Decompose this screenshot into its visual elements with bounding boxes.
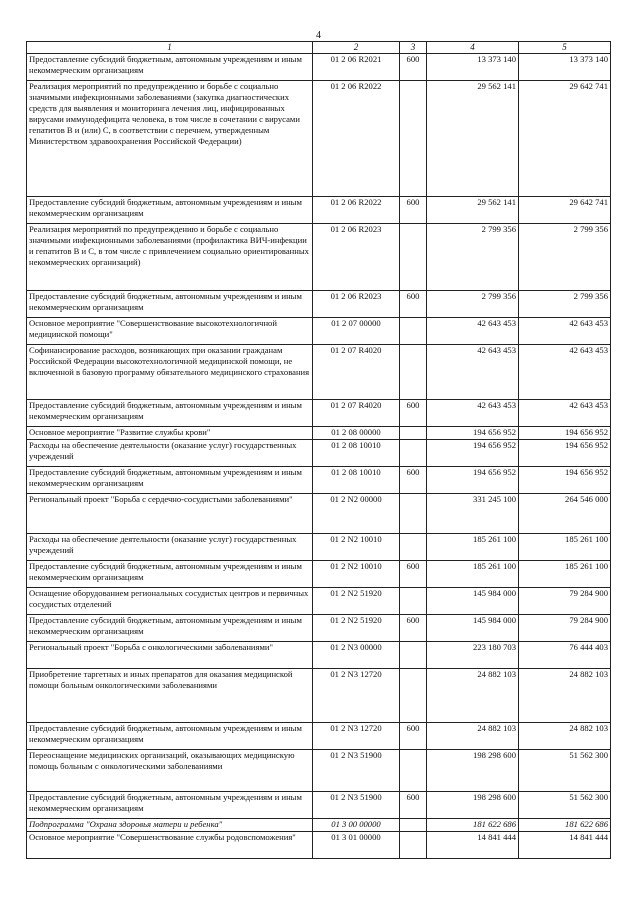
column-number-row (27, 42, 611, 54)
amount-cell-1: 2 799 356 (427, 224, 519, 291)
item-name-cell: Предоставление субсидий бюджетным, автономным учреждениям и иным некоммерческим организациям (27, 792, 313, 819)
table-row (27, 224, 611, 291)
budget-code-cell: 01 2 08 10010 (313, 467, 400, 494)
item-name-cell: Софинансирование расходов, возникающих при оказании гражданам Российской Федерации высокотехнологичной медицинской помощи, не включенной в базовую программу обязательного медицинского страхования (27, 345, 313, 400)
amount-cell-1: 194 656 952 (427, 440, 519, 467)
amount-cell-2: 14 841 444 (519, 832, 611, 859)
expense-type-cell (400, 440, 427, 467)
expense-type-cell (400, 494, 427, 534)
expense-type-cell: 600 (400, 291, 427, 318)
amount-cell-2: 181 622 686 (519, 819, 611, 832)
amount-cell-1: 185 261 100 (427, 534, 519, 561)
amount-cell-2: 185 261 100 (519, 561, 611, 588)
budget-code-cell: 01 2 N2 51920 (313, 615, 400, 642)
amount-cell-2: 194 656 952 (519, 427, 611, 440)
budget-code-cell: 01 2 06 R2023 (313, 224, 400, 291)
item-name-cell: Основное мероприятие "Развитие службы крови" (27, 427, 313, 440)
table-row (27, 792, 611, 819)
amount-cell-1: 145 984 000 (427, 615, 519, 642)
amount-cell-2: 194 656 952 (519, 467, 611, 494)
budget-code-cell: 01 2 N3 12720 (313, 723, 400, 750)
expense-type-cell (400, 819, 427, 832)
column-header: 3 (400, 42, 427, 54)
budget-code-cell: 01 2 N3 51900 (313, 792, 400, 819)
budget-code-cell: 01 2 N3 12720 (313, 669, 400, 723)
budget-code-cell: 01 3 01 00000 (313, 832, 400, 859)
amount-cell-2: 29 642 741 (519, 81, 611, 197)
table-row (27, 588, 611, 615)
amount-cell-2: 24 882 103 (519, 669, 611, 723)
item-name-cell: Реализация мероприятий по предупреждению и борьбе с социально значимыми инфекционными заболеваниями (закупка диагностических средств для выявления и мониторинга лечения лиц, инфицированных вирусами иммунодефицита человека, в том числе в сочетании с вирусами гепатитов В и (или) С, в соответствии с перечнем, утвержденным Министерством здравоохранения Российской Федерации) (27, 81, 313, 197)
table-row (27, 750, 611, 792)
table-row (27, 669, 611, 723)
table-row (27, 54, 611, 81)
budget-code-cell: 01 2 N3 00000 (313, 642, 400, 669)
item-name-cell: Региональный проект "Борьба с сердечно-сосудистыми заболеваниями" (27, 494, 313, 534)
item-name-cell: Расходы на обеспечение деятельности (оказание услуг) государственных учреждений (27, 534, 313, 561)
expense-type-cell (400, 318, 427, 345)
item-name-cell: Предоставление субсидий бюджетным, автономным учреждениям и иным некоммерческим организациям (27, 467, 313, 494)
expense-type-cell: 600 (400, 400, 427, 427)
amount-cell-1: 194 656 952 (427, 427, 519, 440)
amount-cell-1: 181 622 686 (427, 819, 519, 832)
expense-type-cell: 600 (400, 792, 427, 819)
table-row (27, 318, 611, 345)
column-header: 4 (427, 42, 519, 54)
item-name-cell: Подпрограмма "Охрана здоровья матери и ребенка" (27, 819, 313, 832)
amount-cell-2: 194 656 952 (519, 440, 611, 467)
amount-cell-1: 185 261 100 (427, 561, 519, 588)
table-row (27, 400, 611, 427)
budget-code-cell: 01 2 N2 10010 (313, 561, 400, 588)
budget-code-cell: 01 2 08 00000 (313, 427, 400, 440)
table-row (27, 494, 611, 534)
item-name-cell: Основное мероприятие "Совершенствование службы родовспоможения" (27, 832, 313, 859)
expense-type-cell (400, 81, 427, 197)
item-name-cell: Предоставление субсидий бюджетным, автономным учреждениям и иным некоммерческим организациям (27, 400, 313, 427)
amount-cell-1: 331 245 100 (427, 494, 519, 534)
amount-cell-1: 42 643 453 (427, 345, 519, 400)
expense-type-cell: 600 (400, 467, 427, 494)
table-body (27, 54, 611, 859)
amount-cell-2: 13 373 140 (519, 54, 611, 81)
table-row (27, 832, 611, 859)
budget-code-cell: 01 2 06 R2022 (313, 197, 400, 224)
budget-code-cell: 01 2 08 10010 (313, 440, 400, 467)
amount-cell-1: 42 643 453 (427, 400, 519, 427)
amount-cell-1: 145 984 000 (427, 588, 519, 615)
expense-type-cell (400, 534, 427, 561)
amount-cell-2: 51 562 300 (519, 792, 611, 819)
budget-code-cell: 01 2 N2 00000 (313, 494, 400, 534)
amount-cell-1: 42 643 453 (427, 318, 519, 345)
expense-type-cell (400, 642, 427, 669)
amount-cell-1: 13 373 140 (427, 54, 519, 81)
budget-code-cell: 01 2 07 R4020 (313, 400, 400, 427)
amount-cell-1: 24 882 103 (427, 669, 519, 723)
table-row (27, 642, 611, 669)
amount-cell-2: 264 546 000 (519, 494, 611, 534)
item-name-cell: Приобретение таргетных и иных препаратов для оказания медицинской помощи больным онкологическими заболеваниями (27, 669, 313, 723)
table-row (27, 291, 611, 318)
table-row (27, 467, 611, 494)
amount-cell-2: 42 643 453 (519, 318, 611, 345)
item-name-cell: Предоставление субсидий бюджетным, автономным учреждениям и иным некоммерческим организациям (27, 561, 313, 588)
table-row (27, 440, 611, 467)
item-name-cell: Основное мероприятие "Совершенствование высокотехнологичной медицинской помощи" (27, 318, 313, 345)
budget-code-cell: 01 2 N2 51920 (313, 588, 400, 615)
budget-code-cell: 01 2 06 R2023 (313, 291, 400, 318)
item-name-cell: Предоставление субсидий бюджетным, автономным учреждениям и иным некоммерческим организациям (27, 723, 313, 750)
item-name-cell: Предоставление субсидий бюджетным, автономным учреждениям и иным некоммерческим организациям (27, 291, 313, 318)
expense-type-cell (400, 427, 427, 440)
budget-table (26, 41, 611, 859)
budget-code-cell: 01 2 06 R2021 (313, 54, 400, 81)
amount-cell-1: 14 841 444 (427, 832, 519, 859)
item-name-cell: Переоснащение медицинских организаций, оказывающих медицинскую помощь больным с онкологическими заболеваниями (27, 750, 313, 792)
amount-cell-2: 42 643 453 (519, 400, 611, 427)
amount-cell-2: 79 284 900 (519, 615, 611, 642)
amount-cell-2: 24 882 103 (519, 723, 611, 750)
item-name-cell: Региональный проект "Борьба с онкологическими заболеваниями" (27, 642, 313, 669)
budget-code-cell: 01 2 07 00000 (313, 318, 400, 345)
amount-cell-2: 76 444 403 (519, 642, 611, 669)
expense-type-cell: 600 (400, 197, 427, 224)
column-header: 1 (27, 42, 313, 54)
amount-cell-2: 79 284 900 (519, 588, 611, 615)
amount-cell-2: 2 799 356 (519, 291, 611, 318)
item-name-cell: Предоставление субсидий бюджетным, автономным учреждениям и иным некоммерческим организациям (27, 615, 313, 642)
amount-cell-2: 42 643 453 (519, 345, 611, 400)
expense-type-cell (400, 669, 427, 723)
budget-code-cell: 01 2 07 R4020 (313, 345, 400, 400)
amount-cell-2: 2 799 356 (519, 224, 611, 291)
column-header: 5 (519, 42, 611, 54)
amount-cell-2: 29 642 741 (519, 197, 611, 224)
table-row (27, 197, 611, 224)
table-row (27, 723, 611, 750)
table-row (27, 81, 611, 197)
column-header: 2 (313, 42, 400, 54)
expense-type-cell: 600 (400, 54, 427, 81)
item-name-cell: Оснащение оборудованием региональных сосудистых центров и первичных сосудистых отделений (27, 588, 313, 615)
expense-type-cell (400, 224, 427, 291)
table-row (27, 345, 611, 400)
amount-cell-1: 29 562 141 (427, 81, 519, 197)
budget-code-cell: 01 3 00 00000 (313, 819, 400, 832)
item-name-cell: Расходы на обеспечение деятельности (оказание услуг) государственных учреждений (27, 440, 313, 467)
amount-cell-1: 24 882 103 (427, 723, 519, 750)
expense-type-cell (400, 345, 427, 400)
page-number: 4 (316, 30, 321, 41)
expense-type-cell: 600 (400, 723, 427, 750)
item-name-cell: Реализация мероприятий по предупреждению и борьбе с социально значимыми инфекционными заболеваниями (профилактика ВИЧ-инфекции и гепатитов В и С, в том числе с привлечением социально ориентированных некоммерческих организаций) (27, 224, 313, 291)
amount-cell-1: 194 656 952 (427, 467, 519, 494)
table-row (27, 534, 611, 561)
expense-type-cell: 600 (400, 615, 427, 642)
amount-cell-1: 198 298 600 (427, 792, 519, 819)
amount-cell-1: 29 562 141 (427, 197, 519, 224)
table-row (27, 615, 611, 642)
table-row (27, 427, 611, 440)
amount-cell-2: 185 261 100 (519, 534, 611, 561)
budget-code-cell: 01 2 N3 51900 (313, 750, 400, 792)
budget-code-cell: 01 2 06 R2022 (313, 81, 400, 197)
table-row (27, 561, 611, 588)
amount-cell-1: 198 298 600 (427, 750, 519, 792)
amount-cell-1: 2 799 356 (427, 291, 519, 318)
expense-type-cell (400, 750, 427, 792)
amount-cell-2: 51 562 300 (519, 750, 611, 792)
table-row (27, 819, 611, 832)
amount-cell-1: 223 180 703 (427, 642, 519, 669)
item-name-cell: Предоставление субсидий бюджетным, автономным учреждениям и иным некоммерческим организациям (27, 197, 313, 224)
expense-type-cell (400, 588, 427, 615)
expense-type-cell: 600 (400, 561, 427, 588)
expense-type-cell (400, 832, 427, 859)
budget-code-cell: 01 2 N2 10010 (313, 534, 400, 561)
item-name-cell: Предоставление субсидий бюджетным, автономным учреждениям и иным некоммерческим организациям (27, 54, 313, 81)
